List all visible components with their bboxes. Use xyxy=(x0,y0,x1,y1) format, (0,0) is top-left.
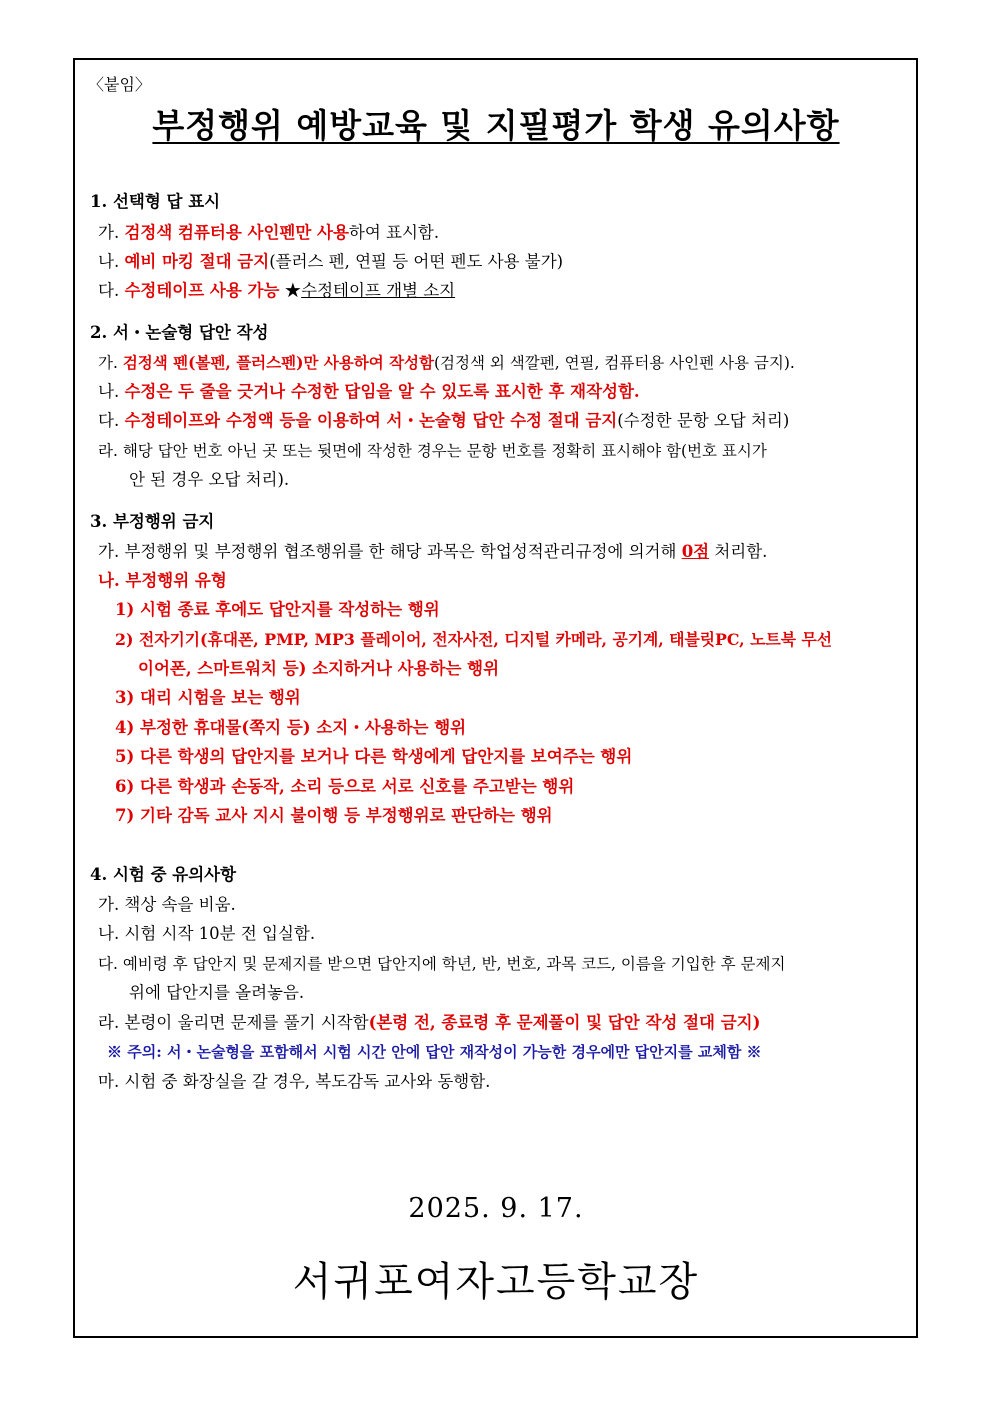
violation-item: 5) 다른 학생의 답안지를 보거나 다른 학생에게 답안지를 보여주는 행위 xyxy=(115,747,633,766)
caution-note: ※ 주의: 서・논술형을 포함해서 시험 시간 안에 답안 재작성이 가능한 경우에만 답안지를 교체함 ※ xyxy=(107,1043,762,1061)
s4-item-c-line2: 위에 답안지를 올려놓음. xyxy=(129,983,305,1002)
violation-item: 6) 다른 학생과 손동작, 소리 등으로 서로 신호를 주고받는 행위 xyxy=(115,777,575,796)
s4-item-c-line1: 다. 예비령 후 답안지 및 문제지를 받으면 답안지에 학년, 반, 번호, 과목 코드, 이름을 기입한 후 문제지 xyxy=(98,955,786,973)
document-date: 2025. 9. 17. xyxy=(408,1193,584,1224)
s3-item-b: 나. 부정행위 유형 xyxy=(98,571,227,590)
page-title: 부정행위 예방교육 및 지필평가 학생 유의사항 xyxy=(152,106,840,145)
section-1-heading: 1. 선택형 답 표시 xyxy=(90,192,221,211)
s4-item-d: 라. 본령이 울리면 문제를 풀기 시작함(본령 전, 종료령 후 문제풀이 및 답안 작성 절대 금지) xyxy=(98,1013,761,1032)
violation-item: 4) 부정한 휴대물(쪽지 등) 소지・사용하는 행위 xyxy=(115,718,467,737)
s1-item-b: 나. 예비 마킹 절대 금지(플러스 펜, 연필 등 어떤 펜도 사용 불가) xyxy=(98,252,564,271)
violation-item: 1) 시험 종료 후에도 답안지를 작성하는 행위 xyxy=(115,600,440,619)
violation-item: 2) 전자기기(휴대폰, PMP, MP3 플레이어, 전자사전, 디지털 카메라, 공기계, 태블릿PC, 노트북 무선 xyxy=(115,630,832,649)
s4-item-b: 나. 시험 시작 10분 전 입실함. xyxy=(98,924,316,943)
s1-item-a: 가. 검정색 컴퓨터용 사인펜만 사용하여 표시함. xyxy=(98,223,440,242)
s1-item-c: 다. 수정테이프 사용 가능 ★수정테이프 개별 소지 xyxy=(98,281,456,300)
section-4-heading: 4. 시험 중 유의사항 xyxy=(90,865,237,884)
s4-item-a: 가. 책상 속을 비움. xyxy=(98,895,236,914)
s3-item-a: 가. 부정행위 및 부정행위 협조행위를 한 해당 과목은 학업성적관리규정에 의거해 0점 처리함. xyxy=(98,542,768,561)
s2-item-a: 가. 검정색 펜(볼펜, 플러스펜)만 사용하여 작성함(검정색 외 색깔펜, 연필, 컴퓨터용 사인펜 사용 금지). xyxy=(98,353,795,372)
s2-item-d-line1: 라. 해당 답안 번호 아닌 곳 또는 뒷면에 작성한 경우는 문항 번호를 정확히 표시해야 함(번호 표시가 xyxy=(98,442,767,460)
violation-item-continued: 이어폰, 스마트워치 등) 소지하거나 사용하는 행위 xyxy=(138,659,500,678)
section-3-heading: 3. 부정행위 금지 xyxy=(90,512,215,531)
s4-item-e: 마. 시험 중 화장실을 갈 경우, 복도감독 교사와 동행함. xyxy=(98,1072,491,1091)
attachment-label: 〈붙임〉 xyxy=(88,75,151,94)
violation-item: 7) 기타 감독 교사 지시 불이행 등 부정행위로 판단하는 행위 xyxy=(115,806,553,825)
s2-item-c: 다. 수정테이프와 수정액 등을 이용하여 서・논술형 답안 수정 절대 금지(수정한 문항 오답 처리) xyxy=(98,411,790,430)
violation-item: 3) 대리 시험을 보는 행위 xyxy=(115,688,301,707)
s2-item-b: 나. 수정은 두 줄을 긋거나 수정한 답임을 알 수 있도록 표시한 후 재작성함. xyxy=(98,382,640,401)
s2-item-d-line2: 안 된 경우 오답 처리). xyxy=(129,470,290,489)
school-principal: 서귀포여자고등학교장 xyxy=(292,1259,700,1305)
section-2-heading: 2. 서・논술형 답안 작성 xyxy=(90,323,269,342)
